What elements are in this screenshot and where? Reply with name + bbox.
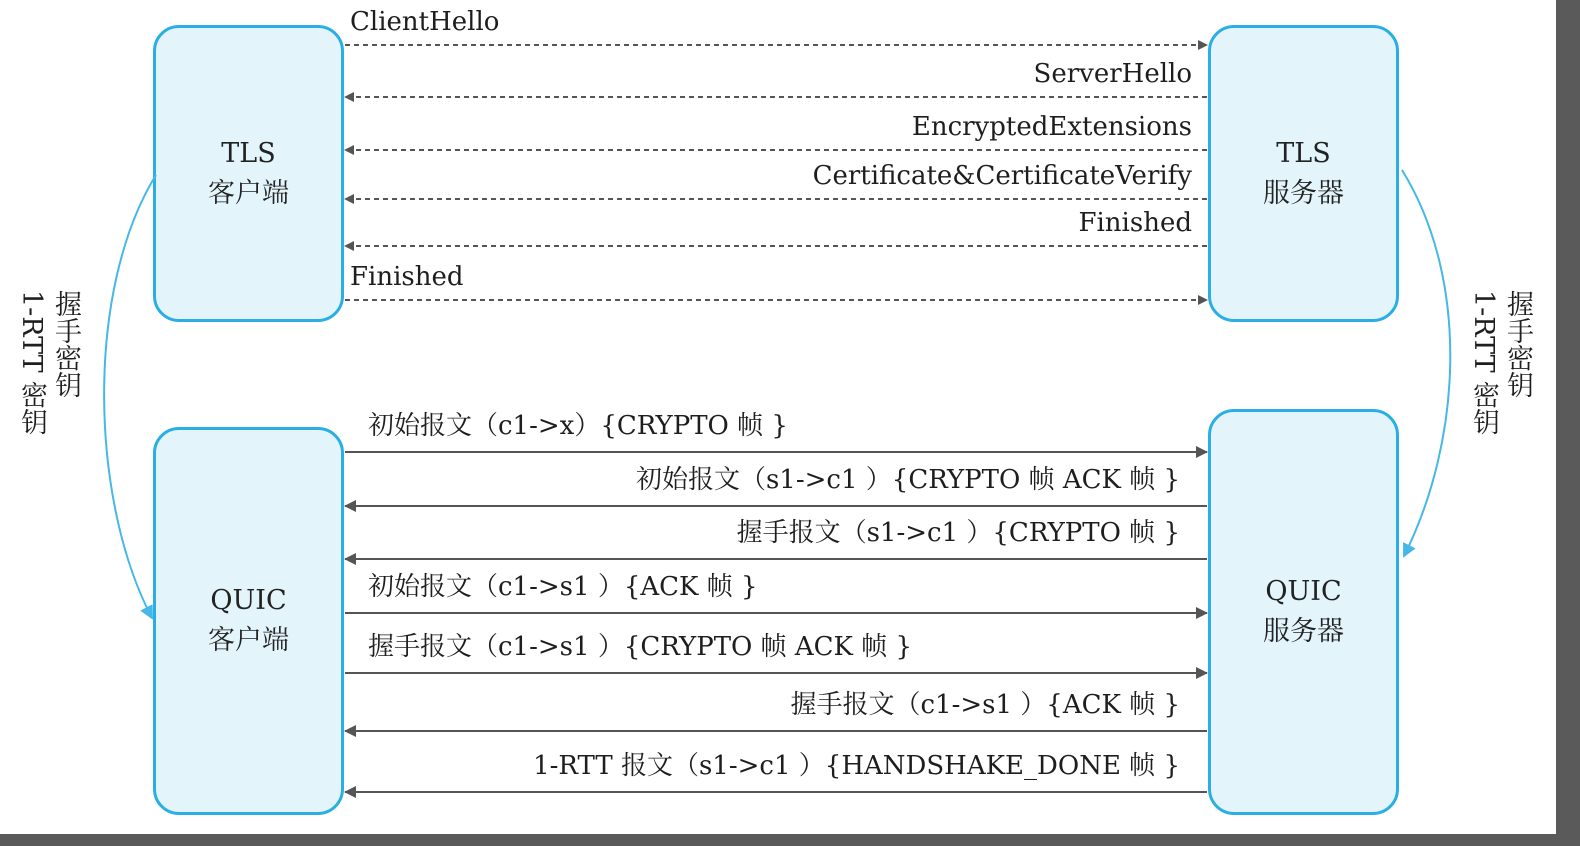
quic-message-label: 初始报文（s1->c1 ）{CRYPTO 帧 ACK 帧 }	[635, 465, 1180, 495]
tls-message-label: Finished	[1078, 208, 1192, 238]
quic-message-label: 握手报文（c1->s1 ）{ACK 帧 }	[790, 690, 1180, 720]
quic-message-label: 握手报文（s1->c1 ）{CRYPTO 帧 }	[736, 518, 1180, 548]
tls-server-title: TLS	[1276, 137, 1331, 169]
right-keys-line1: 握手密钥	[1502, 290, 1533, 398]
quic-client-title: QUIC	[210, 585, 287, 616]
right-keys-line2: 1-RTT 密钥	[1468, 290, 1499, 436]
tls-message-label: ServerHello	[1033, 59, 1192, 89]
left-keys-line1: 握手密钥	[50, 290, 81, 398]
quic-message-label: 初始报文（c1->s1 ）{ACK 帧 }	[368, 572, 758, 602]
left-key-arrow	[104, 175, 156, 618]
left-keys-line2: 1-RTT 密钥	[16, 290, 47, 436]
quic-server-title: QUIC	[1265, 576, 1342, 607]
right-key-arrow	[1402, 170, 1450, 556]
quic-message-label: 1-RTT 报文（s1->c1 ）{HANDSHAKE_DONE 帧 }	[533, 751, 1180, 781]
quic-message-label: 握手报文（c1->s1 ）{CRYPTO 帧 ACK 帧 }	[368, 632, 913, 662]
tls-message-label: EncryptedExtensions	[911, 112, 1192, 142]
tls-message-label: Finished	[350, 262, 464, 292]
tls-message-label: ClientHello	[350, 7, 500, 37]
tls-client-subtitle: 客户端	[208, 177, 289, 209]
quic-client-subtitle: 客户端	[208, 625, 289, 656]
tls-message-label: Certificate&CertificateVerify	[812, 161, 1192, 191]
quic-message-label: 初始报文（c1->x）{CRYPTO 帧 }	[368, 411, 788, 441]
tls-server-subtitle: 服务器	[1263, 177, 1344, 209]
tls-client-title: TLS	[221, 137, 276, 169]
quic-server-subtitle: 服务器	[1263, 616, 1344, 647]
